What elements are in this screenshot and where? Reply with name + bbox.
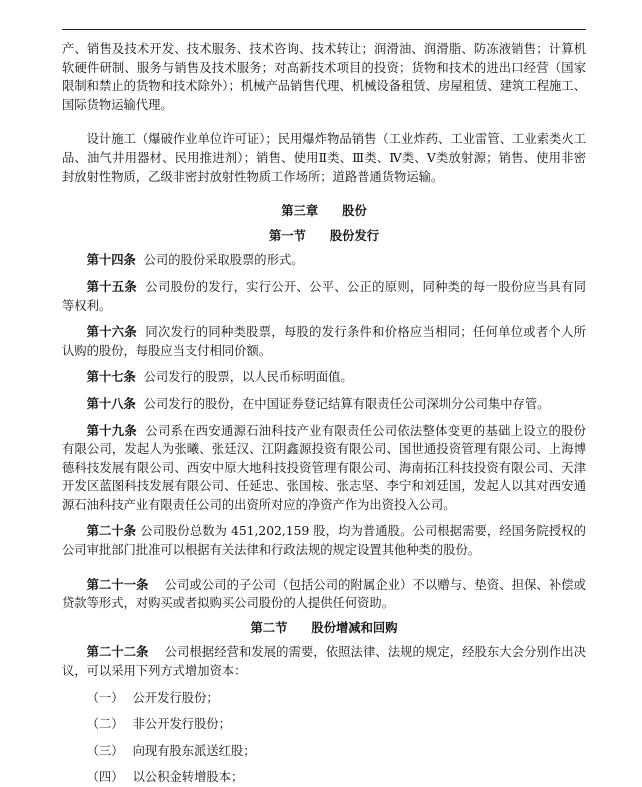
article-16	[62, 323, 586, 360]
article-label: 第十七条	[86, 370, 136, 385]
chapter-heading	[62, 202, 586, 221]
article-text: 公司根据经营和发展的需要，依照法律、法规的规定，经股东大会分别作出决议，可以采用下列方式增加资本：	[62, 645, 586, 679]
section-number: 第二节	[250, 620, 288, 635]
article-label: 第二十二条	[86, 645, 149, 660]
article-label: 第十六条	[86, 325, 137, 340]
list-item-text: 以公积金转增股本；	[132, 770, 244, 785]
business-scope-continued-paragraph: 设计施工（爆破作业单位许可证）；民用爆炸物品销售（工业炸药、工业雷管、工业索类火工品、油气井用器材、民用推进剂）；销售、使用Ⅱ类、Ⅲ类、Ⅳ类、Ⅴ类放射源；销售、使用非密封放射性物质，乙级非密封放射性物质工作场所；道路普通货物运输。	[62, 132, 586, 184]
business-scope-paragraph: 产、销售及技术开发、技术服务、技术咨询、技术转让；润滑油、润滑脂、防冻液销售；计算机软硬件研制、服务与销售及技术服务；对高新技术项目的投资；货物和技术的进出口经营（国家限制和禁止的货物和技术除外）；机械产品销售代理、机械设备租赁、房屋租赁、建筑工程施工、国际货物运输代理。	[62, 42, 586, 112]
article-14	[62, 251, 586, 270]
article-17	[62, 368, 586, 387]
list-item-text: 非公开发行股份；	[132, 717, 231, 732]
article-19	[62, 422, 586, 515]
article-20	[62, 522, 586, 559]
article-15	[62, 278, 586, 315]
section-title: 股份发行	[329, 228, 380, 243]
list-item	[62, 689, 586, 708]
section-heading	[62, 227, 586, 246]
article-21	[62, 576, 586, 613]
document-body	[62, 40, 586, 787]
chapter-number: 第三章	[281, 204, 319, 219]
article-label: 第二十一条	[86, 577, 149, 592]
article-text: 公司股份的发行，实行公开、公平、公正的原则，同种类的每一股份应当具有同等权利。	[62, 279, 586, 313]
article-text: 公司发行的股票，以人民币标明面值。	[143, 370, 353, 385]
section-heading	[62, 619, 586, 638]
list-item	[62, 768, 586, 787]
list-item-number: （三）	[86, 743, 124, 758]
article-text: 同次发行的同种类股票，每股的发行条件和价格应当相同；任何单位或者个人所认购的股份，每股应当支付相同价额。	[62, 325, 586, 358]
header-rule	[62, 29, 586, 30]
list-item	[62, 742, 586, 761]
list-item-text: 公开发行股份；	[132, 690, 219, 705]
article-label: 第十八条	[86, 396, 136, 411]
article-text: 公司发行的股份，在中国证券登记结算有限责任公司深圳分公司集中存管。	[143, 396, 550, 411]
article-label: 第二十条	[86, 524, 137, 539]
article-label: 第十五条	[86, 279, 137, 294]
article-22	[62, 643, 586, 680]
list-item-number: （四）	[86, 770, 124, 785]
list-item-number: （二）	[86, 717, 124, 732]
list-item	[62, 715, 586, 734]
article-text: 公司股份总数为 451,202,159 股，均为普通股。公司根据需要，经国务院授权的公司审批部门批准可以根据有关法律和行政法规的规定设置其他种类的股份。	[62, 524, 586, 558]
article-text: 公司的股份采取股票的形式。	[143, 253, 304, 268]
article-text: 公司或公司的子公司（包括公司的附属企业）不以赠与、垫资、担保、补偿或贷款等形式，对购买或者拟购买公司股份的人提供任何资助。	[62, 577, 586, 611]
list-item-number: （一）	[86, 690, 124, 705]
list-item-text: 向现有股东派送红股；	[132, 743, 256, 758]
chapter-title: 股份	[342, 204, 367, 219]
article-18	[62, 395, 586, 414]
article-label: 第十四条	[86, 253, 136, 268]
article-text: 公司系在西安通源石油科技产业有限责任公司依法整体变更的基础上设立的股份有限公司，发起人为张曦、张廷汉、江阴鑫源投资有限公司、国世通投资管理有限公司、上海博德科技发展有限公司、西安中原大地科技投资管理有限公司、海南拓江科技投资有限公司、天津开发区蓝图科技发展有限公司、任延忠、张国桉、张志坚、李宁和刘廷国，发起人以其对西安通源石油科技产业有限责任公司的出资所对应的净资产作为出资投入公司。	[62, 423, 586, 512]
section-number: 第一节	[268, 228, 306, 243]
article-label: 第十九条	[86, 423, 137, 438]
section-title: 股份增减和回购	[311, 620, 398, 635]
document-page	[62, 0, 586, 785]
